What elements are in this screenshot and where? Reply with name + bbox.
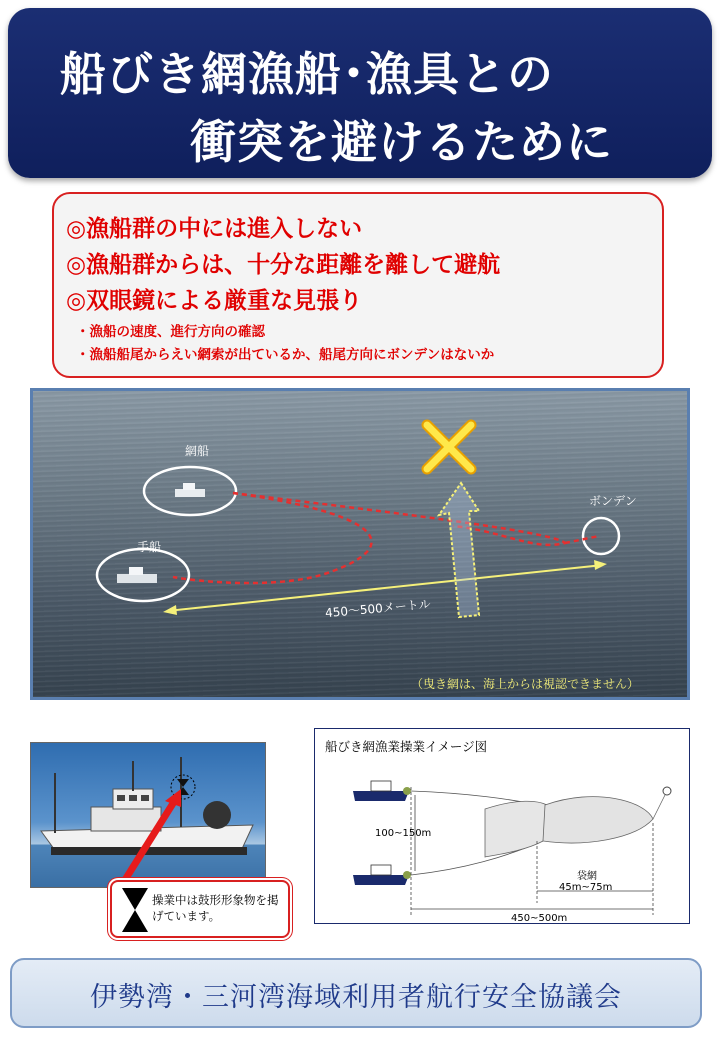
photo-caption: （曳き網は、海上からは視認できません） <box>411 677 640 691</box>
hourglass-shape-icon <box>122 888 148 932</box>
net-line-upper <box>233 493 565 545</box>
title-line-2: 衝突を避けるために <box>190 115 613 169</box>
label-bonden: ボンデン <box>589 494 637 508</box>
tebune-ship <box>117 567 157 583</box>
diagram-width-label: 100~150m <box>375 828 432 839</box>
diagram-amibune-ship <box>353 781 411 801</box>
warning-sub-item: ・漁船の速度、進行方向の確認 <box>76 324 265 340</box>
warning-sub-item: ・漁船船尾からえい網索が出ているか、船尾方向にボンデンはないか <box>76 347 495 363</box>
label-distance: 450～500メートル <box>324 596 432 621</box>
warning-item: ◎漁船群からは、十分な距離を離して避航 <box>66 252 501 278</box>
organization-name: 伊勢湾・三河湾海域利用者航行安全協議会 <box>90 982 622 1013</box>
aerial-photo-overlay <box>33 391 687 697</box>
fishing-boat-illustration <box>31 743 266 888</box>
title-line-1: 船びき網漁船･漁具との <box>60 47 554 101</box>
cross-mark-icon <box>427 425 471 469</box>
fishing-boat-photo <box>30 742 266 888</box>
course-arrow <box>439 483 479 617</box>
diagram-total-length: 450~500m <box>511 913 568 922</box>
title-banner <box>8 8 712 178</box>
diagram-tebune-ship <box>353 865 411 885</box>
shape-signal-text: 操業中は鼓形形象物を掲げています。 <box>152 893 279 923</box>
label-tebune: 手船 <box>137 540 162 554</box>
distance-arrow-left-head <box>163 605 177 615</box>
shape-signal-note <box>110 880 290 938</box>
amibune-ship <box>175 483 205 497</box>
warning-item: ◎双眼鏡による厳重な見張り <box>66 288 363 314</box>
aerial-photo <box>30 388 690 700</box>
warning-box <box>52 192 664 378</box>
bonden-circle <box>583 518 619 554</box>
footer-banner <box>10 958 702 1028</box>
label-amibune: 網船 <box>185 444 210 458</box>
warning-item: ◎漁船群の中には進入しない <box>66 216 363 242</box>
operation-diagram <box>314 728 690 924</box>
diagram-title: 船びき網漁業操業イメージ図 <box>325 739 488 754</box>
diagram-bag-label: 袋網 <box>577 871 597 882</box>
operation-diagram-drawing <box>315 729 688 922</box>
distance-arrow-right-head <box>594 560 607 570</box>
diagram-bag-length: 45m~75m <box>559 882 613 893</box>
